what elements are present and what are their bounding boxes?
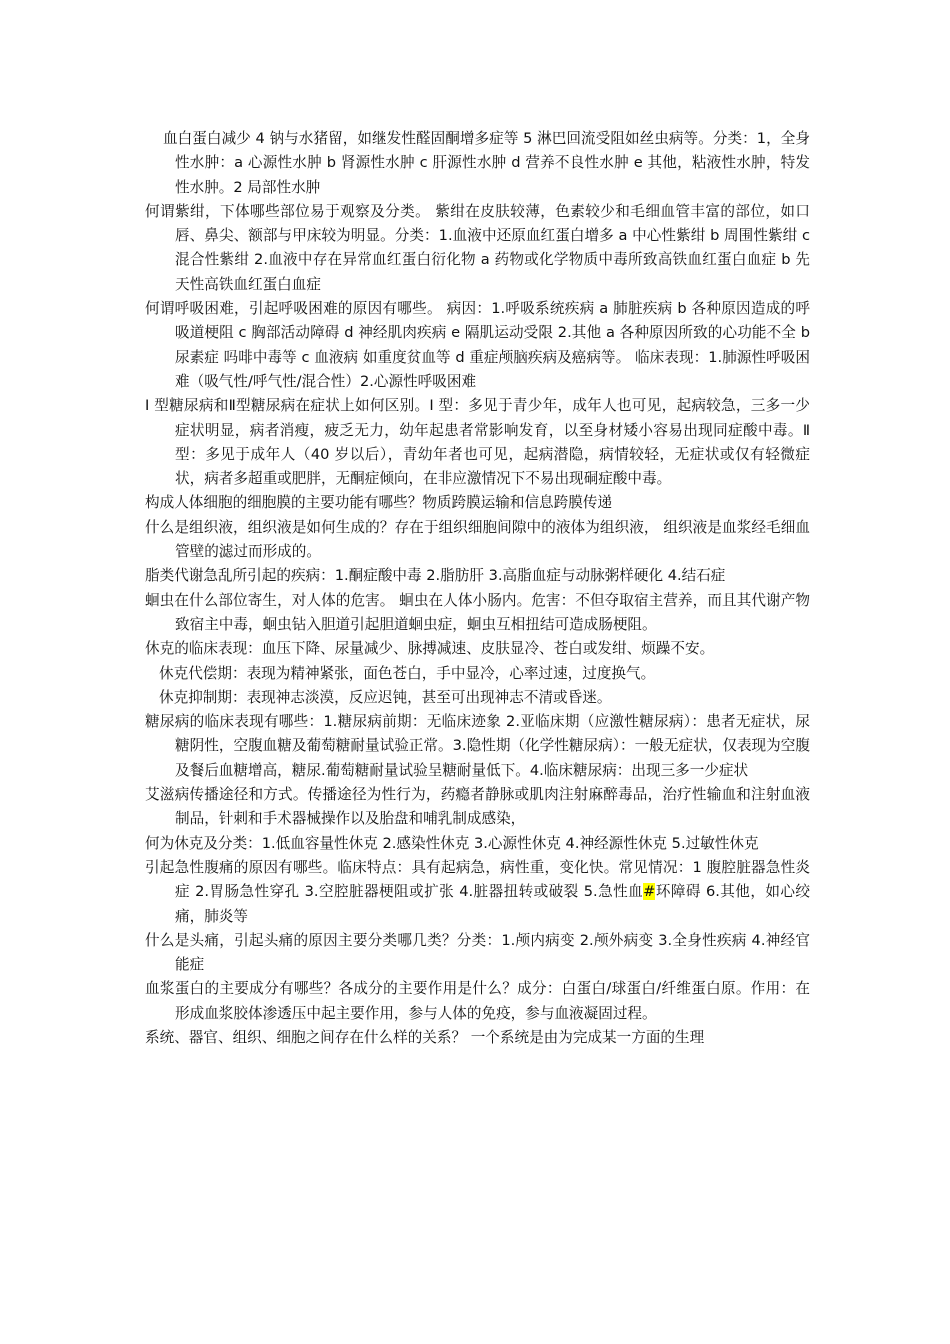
paragraph-diabetes-types: I 型糖尿病和Ⅱ型糖尿病在症状上如何区别。I 型：多见于青少年，成年人也可见，起病较急，三多一少症状明显，病者消瘦，疲乏无力，幼年起患者常影响发育，以至身材矮小容易出现同症酸中毒。Ⅱ型：多见于成年人（40 岁以后），青幼年者也可见，起病潜隐，病情较轻，无症状或仅有轻微症状，病者多超重或肥胖，无酮症倾向，在非应激情况下不易出现硐症酸中毒。 xyxy=(145,397,810,488)
paragraph-edema-classification: 血白蛋白减少 4 钠与水猪留，如继发性醛固酮增多症等 5 淋巴回流受阻如丝虫病等。分类：1，全身性水肿：a 心源性水肿 b 肾源性水肿 c 肝源性水肿 d 营养不良性水肿 e 其他，粘液性水肿，特发性水肿。2 局部性水肿 xyxy=(163,130,810,196)
paragraph-headache: 什么是头痛，引起头痛的原因主要分类哪几类？分类：1.颅内病变 2.颅外病变 3.全身性疾病 4.神经官能症 xyxy=(145,931,810,974)
paragraph-aids-transmission: 艾滋病传播途径和方式。传播途径为性行为，药瘾者静脉或肌肉注射麻醉毒品，治疗性输血和注射血液制品，针刺和手术器械操作以及胎盘和哺乳制成感染， xyxy=(145,786,810,828)
paragraph-tissue-fluid: 什么是组织液，组织液是如何生成的？存在于组织细胞间隙中的液体为组织液， 组织液是血浆经毛细血管壁的滤过而形成的。 xyxy=(145,518,810,561)
paragraph-acute-abdominal-pain xyxy=(145,856,810,929)
document-body xyxy=(145,127,810,1050)
paragraph-shock-inhibited: 休克抑制期：表现神志淡漠，反应迟钝，甚至可出现神志不清或昏迷。 xyxy=(159,688,612,706)
paragraph-systems-organs: 系统、器官、组织、细胞之间存在什么样的关系？ 一个系统是由为完成某一方面的生理 xyxy=(145,1028,705,1046)
paragraph-plasma-protein: 血浆蛋白的主要成分有哪些？各成分的主要作用是什么？成分：白蛋白/球蛋白/纤维蛋白原。作用：在形成血浆胶体渗透压中起主要作用，参与人体的免疫，参与血液凝固过程。 xyxy=(145,980,810,1022)
paragraph-shock-classification: 何为休克及分类：1.低血容量性休克 2.感染性休克 3.心源性休克 4.神经源性休克 5.过敏性休克 xyxy=(145,834,759,852)
paragraph-text-part: 引起急性腹痛的原因有哪些。临床特点：具有起病急，病性重，变化快。常见情况：1 腹腔脏器急性炎症 2.胃肠急性穿孔 3.空腔脏器梗阻或扩张 4.脏器扭转或破裂 5.急性血 xyxy=(145,858,810,901)
paragraph-lipid-disorders: 脂类代谢急乱所引起的疾病：1.酮症酸中毒 2.脂肪肝 3.高脂血症与动脉粥样硬化 4.结石症 xyxy=(145,567,726,585)
paragraph-shock-compensated: 休克代偿期：表现为精神紧张，面色苍白，手中显冷，心率过速，过度换气。 xyxy=(159,664,656,682)
paragraph-diabetes-clinical: 糖尿病的临床表现有哪些：1.糖尿病前期：无临床迹象 2.亚临床期（应激性糖尿病）：患者无症状，尿糖阴性，空腹血糖及葡萄糖耐量试验正常。3.隐性期（化学性糖尿病）：一般无症状，仅表现为空腹及餐后血糖增高，糖尿.葡萄糖耐量试验呈糖耐量低下。4.临床糖尿病：出现三多一少症状 xyxy=(145,713,810,779)
paragraph-shock-clinical: 休克的临床表现：血压下降、尿量减少、脉搏减速、皮肤显冷、苍白或发绀、烦躁不安。 xyxy=(145,640,715,658)
paragraph-text-part: 环障碍 6.其他，如心绞痛，肺炎等 xyxy=(175,883,810,925)
paragraph-cyanosis: 何谓紫绀，下体哪些部位易于观察及分类。 紫绀在皮肤较薄，色素较少和毛细血管丰富的部位，如口唇、鼻尖、额部与甲床较为明显。分类：1.血液中还原血红蛋白增多 a 中心性紫绀 b 周围性紫绀 c 混合性紫绀 2.血液中存在异常血红蛋白衍化物 a 药物或化学物质中毒所致高铁血红蛋白血症 b 先天性高铁血红蛋白血症 xyxy=(145,202,810,293)
paragraph-roundworm: 蛔虫在什么部位寄生，对人体的危害。 蛔虫在人体小肠内。危害：不但夺取宿主营养，而且其代谢产物致宿主中毒，蛔虫钻入胆道引起胆道蛔虫症，蛔虫互相扭结可造成肠梗阻。 xyxy=(145,591,810,633)
paragraph-cell-membrane: 构成人体细胞的细胞膜的主要功能有哪些？物质跨膜运输和信息跨膜传递 xyxy=(145,494,613,512)
highlighted-character: # xyxy=(643,883,656,901)
paragraph-dyspnea: 何谓呼吸困难，引起呼吸困难的原因有哪些。 病因：1.呼吸系统疾病 a 肺脏疾病 b 各种原因造成的呼吸道梗阻 c 胸部活动障碍 d 神经肌肉疾病 e 隔肌运动受限 2.其他 a 各种原因所致的心功能不全 b 尿素症 吗啡中毒等 c 血液病 如重度贫血等 d 重症颅脑疾病及癌病等。 临床表现：1.肺源性呼吸困难（吸气性/呼气性/混合性）2.心源性呼吸困难 xyxy=(145,300,810,390)
